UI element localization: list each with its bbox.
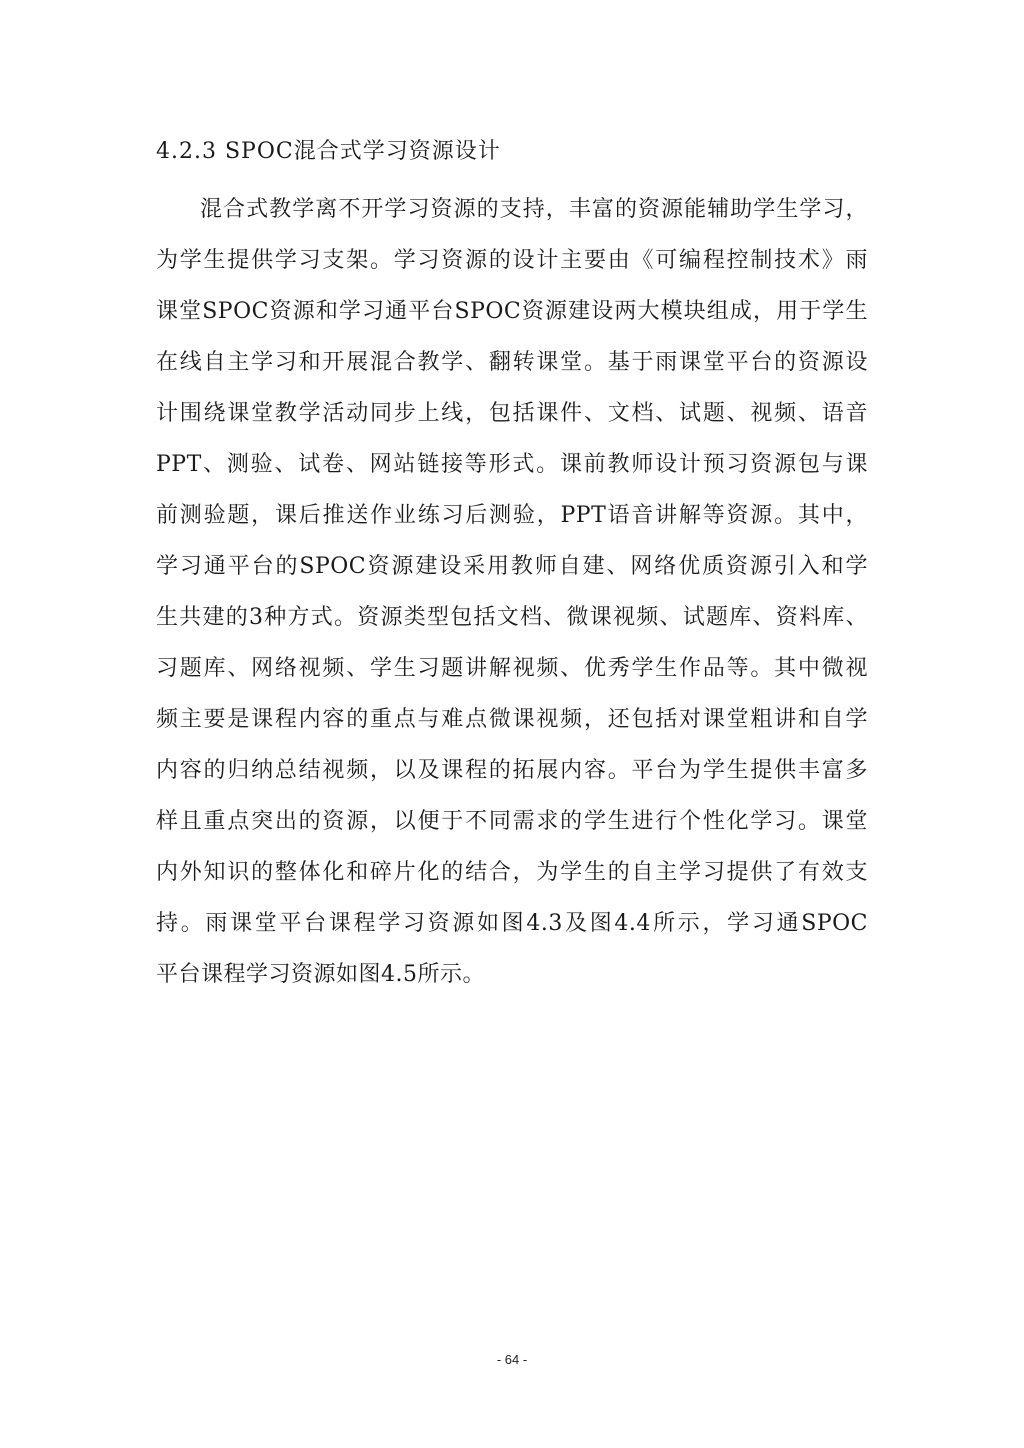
paragraph-line: 持。雨课堂平台课程学习资源如图4.3及图4.4所示，学习通SPOC [156,911,868,936]
paragraph-line: 混合式教学离不开学习资源的支持，丰富的资源能辅助学生学习， [200,197,868,222]
paragraph-line: 生共建的3种方式。资源类型包括文档、微课视频、试题库、资料库、 [156,605,868,630]
paragraph-line: 内容的归纳总结视频，以及课程的拓展内容。平台为学生提供丰富多 [156,758,868,783]
paragraph-line: 在线自主学习和开展混合教学、翻转课堂。基于雨课堂平台的资源设 [156,350,868,375]
paragraph-line: 课堂SPOC资源和学习通平台SPOC资源建设两大模块组成，用于学生 [156,299,868,324]
paragraph-line: 为学生提供学习支架。学习资源的设计主要由《可编程控制技术》雨 [156,248,868,273]
body-paragraph [156,184,868,1000]
paragraph-line: 内外知识的整体化和碎片化的结合，为学生的自主学习提供了有效支 [156,860,868,885]
paragraph-line: 前测验题，课后推送作业练习后测验，PPT语音讲解等资源。其中， [156,503,868,528]
paragraph-line: 频主要是课程内容的重点与难点微课视频，还包括对课堂粗讲和自学 [156,707,868,732]
page-number: - 64 - [496,1352,528,1367]
paragraph-line: 样且重点突出的资源，以便于不同需求的学生进行个性化学习。课堂 [156,809,868,834]
paragraph-line: PPT、测验、试卷、网站链接等形式。课前教师设计预习资源包与课 [156,452,868,477]
paragraph-line: 计围绕课堂教学活动同步上线，包括课件、文档、试题、视频、语音 [156,401,868,426]
section-heading: 4.2.3 SPOC混合式学习资源设计 [156,139,501,164]
paragraph-line: 习题库、网络视频、学生习题讲解视频、优秀学生作品等。其中微视 [156,656,868,681]
paragraph-line: 平台课程学习资源如图4.5所示。 [156,962,485,987]
paragraph-line: 学习通平台的SPOC资源建设采用教师自建、网络优质资源引入和学 [156,554,868,579]
